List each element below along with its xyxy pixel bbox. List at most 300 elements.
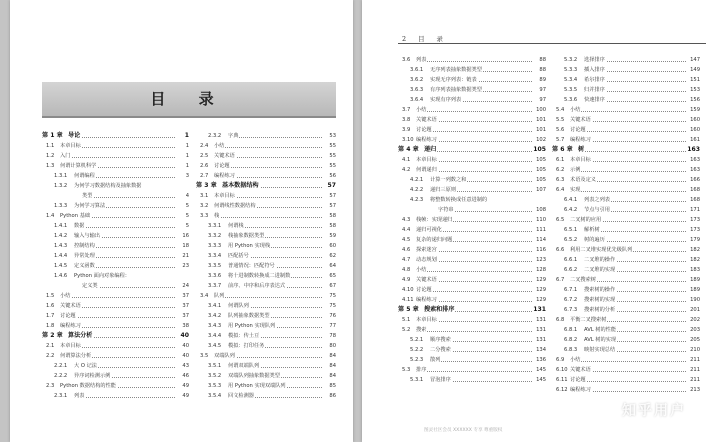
- toc-entry-number: 1.5: [46, 293, 55, 299]
- toc-entry-title: 二分搜索: [430, 347, 451, 353]
- toc-entry-number: 5.7: [556, 137, 565, 143]
- toc-entry-title: 选择排序: [584, 57, 605, 63]
- toc-entry-title: 用 Python 实现栈: [228, 243, 271, 249]
- toc-entry-number: 6.9: [556, 357, 565, 363]
- toc-page-number: 134: [533, 346, 546, 354]
- toc-entry-title: 列表之列表: [584, 197, 610, 203]
- toc-entry: [398, 56, 546, 64]
- toc-page-number: 116: [533, 246, 546, 254]
- left-page: [10, 0, 353, 442]
- toc-entry: [398, 376, 546, 384]
- toc-page-number: 101: [533, 116, 546, 124]
- toc-leader-dots: [218, 167, 322, 168]
- toc-page-number: 173: [687, 216, 700, 224]
- toc-page-number: 131: [533, 336, 546, 344]
- toc-page-number: 84: [323, 372, 336, 380]
- toc-page-number: 211: [687, 376, 700, 384]
- toc-page-number: 145: [533, 376, 546, 384]
- toc-page-number: 53: [323, 132, 336, 140]
- toc-entry: [42, 202, 189, 210]
- toc-page-number: 189: [687, 286, 700, 294]
- toc-page-number: 37: [176, 292, 189, 300]
- toc-entry: [552, 356, 700, 364]
- toc-entry: [398, 96, 546, 104]
- toc-entry-title: 编程练习: [60, 323, 81, 329]
- toc-leader-dots: [64, 297, 175, 298]
- toc-page-number: 205: [687, 336, 700, 344]
- toc-entry-title: 二叉堆的操作: [584, 257, 616, 263]
- toc-entry-title: 搜索: [416, 327, 427, 333]
- toc-entry-title: 本章目标: [416, 157, 437, 163]
- toc-entry-number: 3.10: [402, 137, 414, 143]
- toc-entry-number: 4.10: [402, 287, 414, 293]
- toc-entry-title: 编程练习: [416, 297, 437, 303]
- toc-page-number: 40: [176, 352, 189, 360]
- toc-page-number: 129: [533, 276, 546, 284]
- toc-entry: [398, 216, 546, 224]
- toc-entry: [552, 96, 700, 104]
- toc-page-number: 1: [176, 162, 189, 170]
- toc-page-number: 75: [323, 302, 336, 310]
- toc-entry: [552, 196, 700, 204]
- toc-entry-title: 定义类: [82, 283, 98, 289]
- toc-entry: [196, 282, 336, 290]
- toc-entry: [398, 66, 546, 74]
- toc-entry-number: 3.3.3: [208, 243, 222, 249]
- toc-entry-title: 利用二叉堆实现优先级队列: [570, 247, 633, 253]
- toc-entry-number: 2.4: [200, 143, 209, 149]
- toc-entry-title: 无序列表抽象数据类型: [430, 67, 482, 73]
- toc-entry-title: Python 基础: [60, 213, 91, 219]
- toc-entry-number: 3.5.2: [208, 373, 222, 379]
- toc-chapter-entry: [552, 146, 700, 154]
- toc-entry: [552, 216, 700, 224]
- toc-entry: [398, 136, 546, 144]
- toc-entry: [552, 346, 700, 354]
- toc-entry: [42, 302, 189, 310]
- toc-entry: [398, 326, 546, 334]
- toc-entry-number: 5.2: [402, 327, 411, 333]
- toc-entry-title: 二叉搜索树: [570, 277, 596, 283]
- toc-entry-number: 第 3 章: [196, 182, 217, 189]
- toc-page-number: 43: [176, 362, 189, 370]
- toc-entry-number: 5.6: [556, 127, 565, 133]
- toc-leader-dots: [582, 151, 686, 152]
- toc-entry-number: 4.9: [402, 277, 411, 283]
- toc-leader-dots: [86, 197, 175, 198]
- toc-entry: [42, 392, 189, 400]
- toc-page-number: 1: [176, 142, 189, 150]
- toc-banner: [42, 82, 336, 118]
- toc-entry-title: 为何学习数据结构及抽象数据: [74, 183, 142, 189]
- toc-entry-title: 平衡二叉搜索树: [570, 317, 607, 323]
- toc-entry: [398, 76, 546, 84]
- toc-entry-number: 5.3.1: [410, 377, 424, 383]
- toc-entry-number: 6.7.3: [564, 307, 578, 313]
- toc-chapter-entry: [196, 182, 336, 190]
- toc-page-number: 24: [176, 282, 189, 290]
- toc-leader-dots: [574, 131, 686, 132]
- toc-entry: [552, 276, 700, 284]
- toc-entry-number: 3.4.5: [208, 343, 222, 349]
- toc-page-number: 56: [323, 172, 336, 180]
- toc-page-number: 55: [323, 152, 336, 160]
- toc-entry-title: 大 O 记法: [74, 363, 97, 369]
- toc-entry-title: 模拟：打印任务: [228, 343, 265, 349]
- toc-entry: [196, 272, 336, 280]
- toc-entry: [196, 192, 336, 200]
- toc-entry-title: 字符串: [438, 207, 454, 213]
- toc-entry: [552, 86, 700, 94]
- toc-page-number: 1: [176, 152, 189, 160]
- toc-leader-dots: [434, 361, 532, 362]
- toc-entry-number: 4.4: [402, 227, 411, 233]
- toc-entry-title: 何谓编程: [74, 173, 95, 179]
- toc-entry: [42, 352, 189, 360]
- toc-entry: [42, 382, 189, 390]
- toc-entry: [552, 166, 700, 174]
- toc-entry-title: 编程练习: [570, 387, 591, 393]
- toc-entry-title: 模拟：传土豆: [228, 333, 260, 339]
- toc-entry-title: 冒泡排序: [430, 377, 451, 383]
- toc-page-number: 37: [176, 302, 189, 310]
- toc-entry-title: 本章目标: [60, 343, 81, 349]
- toc-entry: [552, 66, 700, 74]
- toc-leader-dots: [78, 397, 175, 398]
- toc-entry: [552, 366, 700, 374]
- toc-entry: [552, 226, 700, 234]
- toc-entry: [42, 182, 189, 190]
- toc-entry-number: 3.6: [402, 57, 411, 63]
- toc-entry: [42, 322, 189, 330]
- toc-entry: [196, 212, 336, 220]
- toc-entry-number: 1.4.5: [54, 263, 68, 269]
- toc-leader-dots: [420, 61, 532, 62]
- toc-entry: [552, 296, 700, 304]
- toc-leader-dots: [442, 211, 532, 212]
- toc-entry: [196, 342, 336, 350]
- toc-entry: [552, 76, 700, 84]
- toc-page-number: 55: [323, 142, 336, 150]
- toc-entry-number: 第 1 章: [42, 132, 63, 139]
- toc-page-number: 105: [533, 176, 546, 184]
- toc-entry: [552, 386, 700, 394]
- toc-page-number: 161: [687, 136, 700, 144]
- toc-entry-number: 1.3: [46, 163, 55, 169]
- toc-entry-title: 何谓算法分析: [60, 353, 92, 359]
- toc-page-number: 16: [176, 232, 189, 240]
- toc-entry-number: 5.2.2: [410, 347, 424, 353]
- toc-entry: [196, 362, 336, 370]
- toc-entry-number: 3.2: [200, 203, 209, 209]
- toc-page-number: 55: [323, 162, 336, 170]
- toc-entry-number: 6.5: [556, 217, 565, 223]
- toc-entry-title: 何谓队列: [228, 303, 249, 309]
- toc-entry-number: 1.1: [46, 143, 55, 149]
- toc-entry-title: 小结: [416, 267, 427, 273]
- toc-entry-title: 有序列表抽象数据类型: [430, 87, 482, 93]
- toc-entry-number: 第 6 章: [552, 146, 573, 153]
- toc-page-number: 60: [323, 242, 336, 250]
- toc-page-number: 183: [687, 266, 700, 274]
- toc-entry-title: 关键术语: [416, 277, 437, 283]
- toc-entry-title: 将十进制数转换成二进制数: [228, 273, 291, 279]
- toc-page-number: 5: [176, 222, 189, 230]
- toc-entry: [552, 176, 700, 184]
- toc-entry-title: 讨论题: [60, 313, 76, 319]
- toc-page-number: 153: [687, 86, 700, 94]
- toc-entry-title: 散列: [430, 357, 441, 363]
- toc-entry-title: 术语及定义: [570, 177, 596, 183]
- toc-entry-number: 3.4.4: [208, 333, 222, 339]
- toc-page-number: 23: [176, 262, 189, 270]
- toc-page-number: 76: [323, 312, 336, 320]
- toc-leader-dots: [574, 171, 686, 172]
- toc-entry-number: 3.4.3: [208, 323, 222, 329]
- toc-entry-number: 5.5: [556, 117, 565, 123]
- toc-page-number: 190: [687, 296, 700, 304]
- toc-entry-number: 1.3.3: [54, 203, 68, 209]
- toc-entry-title: 讨论题: [416, 127, 432, 133]
- toc-entry-title: 何谓线性数据结构: [214, 203, 256, 209]
- toc-entry-number: 2.2: [46, 353, 55, 359]
- toc-entry: [42, 372, 189, 380]
- toc-page-number: 40: [176, 342, 189, 350]
- toc-entry-number: 3.3.4: [208, 253, 222, 259]
- toc-entry-number: 2.5: [200, 153, 209, 159]
- toc-page-number: 105: [533, 146, 546, 153]
- toc-entry: [196, 332, 336, 340]
- toc-entry: [42, 222, 189, 230]
- toc-entry-number: 6.4.1: [564, 197, 578, 203]
- toc-page-number: 80: [323, 342, 336, 350]
- toc-entry-number: 6.8.1: [564, 327, 578, 333]
- toc-entry-number: 3.6.3: [410, 87, 424, 93]
- toc-entry-title: 匹配括号: [228, 253, 249, 259]
- toc-page-number: 166: [687, 176, 700, 184]
- toc-page-number: 210: [687, 346, 700, 354]
- toc-title: 目 录: [150, 90, 228, 108]
- toc-entry-number: 4.8: [402, 267, 411, 273]
- toc-page-number: 147: [687, 56, 700, 64]
- toc-page-number: 3: [176, 172, 189, 180]
- toc-entry: [398, 186, 546, 194]
- toc-entry-number: 3.3.2: [208, 233, 222, 239]
- toc-leader-dots: [574, 191, 686, 192]
- toc-entry-number: 6.10: [556, 367, 568, 373]
- toc-entry-number: 5.3: [402, 367, 411, 373]
- toc-page-number: 211: [687, 356, 700, 364]
- toc-entry-number: 5.3.3: [564, 67, 578, 73]
- toc-entry-title: 栈: [214, 213, 220, 219]
- toc-entry-number: 5.4: [556, 107, 565, 113]
- toc-entry-number: 5.2.3: [410, 357, 424, 363]
- toc-entry: [552, 206, 700, 214]
- toc-entry-number: 1.4.6: [54, 273, 68, 279]
- toc-page-number: 100: [533, 106, 546, 114]
- toc-page-number: 75: [323, 292, 336, 300]
- toc-entry-number: 3.7: [402, 107, 411, 113]
- toc-entry: [398, 106, 546, 114]
- toc-page-number: 151: [687, 76, 700, 84]
- toc-page-number: 58: [323, 222, 336, 230]
- toc-entry-number: 6.7.1: [564, 287, 578, 293]
- toc-entry-title: Python 数据结构的性能: [60, 383, 116, 389]
- toc-entry-title: 实现有序列表: [430, 97, 462, 103]
- toc-page-number: 131: [533, 326, 546, 334]
- toc-entry-title: 搜索树的实现: [584, 297, 616, 303]
- toc-entry-number: 2.1: [46, 343, 55, 349]
- toc-entry: [552, 326, 700, 334]
- toc-entry-title: 插入排序: [584, 67, 605, 73]
- toc-entry: [398, 256, 546, 264]
- toc-page-number: 4: [176, 192, 189, 200]
- toc-entry-title: 本章目标: [214, 193, 235, 199]
- toc-entry-number: 6.5.1: [564, 227, 578, 233]
- toc-page-number: 77: [323, 322, 336, 330]
- toc-entry-number: 2.2.1: [54, 363, 68, 369]
- toc-leader-dots: [574, 381, 686, 382]
- toc-page-number: 46: [176, 372, 189, 380]
- toc-page-number: 49: [176, 382, 189, 390]
- toc-entry-title: 入门: [60, 153, 71, 159]
- toc-entry-title: 复杂的递归问题: [416, 237, 453, 243]
- toc-entry: [196, 352, 336, 360]
- toc-leader-dots: [420, 371, 532, 372]
- toc-page-number: 123: [533, 256, 546, 264]
- toc-entry-title: 用 Python 实现队列: [228, 323, 276, 329]
- toc-entry: [196, 222, 336, 230]
- toc-entry-number: 6.6.1: [564, 257, 578, 263]
- toc-entry: [398, 176, 546, 184]
- toc-entry-number: 1.6: [46, 303, 55, 309]
- toc-entry-number: 4.5: [402, 237, 411, 243]
- toc-page-number: 163: [687, 156, 700, 164]
- toc-entry-title: 将整数转换成任意进制的: [430, 197, 488, 203]
- toc-page-number: 131: [533, 306, 546, 313]
- toc-page-number: 105: [533, 166, 546, 174]
- toc-entry-number: 5.3.6: [564, 97, 578, 103]
- toc-entry-number: 3.6.2: [410, 77, 424, 83]
- toc-page-number: 159: [687, 106, 700, 114]
- toc-leader-dots: [64, 157, 175, 158]
- toc-entry-number: 6.8.2: [564, 337, 578, 343]
- toc-leader-dots: [86, 287, 175, 288]
- toc-entry-title: 归并排序: [584, 87, 605, 93]
- toc-entry-number: 1.4.4: [54, 253, 68, 259]
- toc-page-number: 136: [533, 356, 546, 364]
- toc-entry-number: 4.2: [402, 167, 411, 173]
- toc-entry: [42, 282, 189, 290]
- toc-entry-number: 6.12: [556, 387, 568, 393]
- toc-page-number: 1: [176, 132, 189, 140]
- toc-entry-number: 4.2.3: [410, 197, 424, 203]
- toc-entry-title: 顺序搜索: [430, 337, 451, 343]
- toc-entry-number: 6.4.2: [564, 207, 578, 213]
- toc-page-number: 108: [533, 206, 546, 214]
- toc-entry: [398, 356, 546, 364]
- toc-entry-number: 6.7.2: [564, 297, 578, 303]
- toc-entry-title: 双端队列抽象数据类型: [228, 373, 280, 379]
- toc-entry-number: 3.5: [200, 353, 209, 359]
- toc-entry: [552, 136, 700, 144]
- toc-entry: [398, 196, 546, 204]
- toc-entry-number: 3.5.4: [208, 393, 222, 399]
- toc-page-number: 202: [687, 316, 700, 324]
- toc-entry: [398, 346, 546, 354]
- toc-page-number: 105: [533, 156, 546, 164]
- toc-entry-number: 1.4.3: [54, 243, 68, 249]
- toc-entry-title: 关键术语: [570, 117, 591, 123]
- toc-entry: [552, 336, 700, 344]
- toc-entry-title: 讨论题: [570, 377, 586, 383]
- toc-entry-title: 为何学习算法: [74, 203, 106, 209]
- toc-entry-title: 栈帧：实现递归: [416, 217, 453, 223]
- toc-page-number: 88: [533, 56, 546, 64]
- toc-page-number: 88: [533, 66, 546, 74]
- toc-leader-dots: [420, 291, 532, 292]
- toc-page-number: 58: [323, 212, 336, 220]
- toc-entry: [398, 366, 546, 374]
- toc-entry-title: 算法分析: [68, 332, 93, 339]
- toc-entry: [196, 172, 336, 180]
- toc-entry-title: 动态规划: [416, 257, 437, 263]
- toc-entry-number: 6.1: [556, 157, 565, 163]
- toc-entry: [552, 376, 700, 384]
- toc-entry-number: 2.7: [200, 173, 209, 179]
- toc-entry: [552, 236, 700, 244]
- toc-entry-number: 3.3: [200, 213, 209, 219]
- toc-page-number: 160: [687, 126, 700, 134]
- toc-entry-title: 小结: [570, 107, 581, 113]
- toc-entry: [196, 252, 336, 260]
- toc-entry-number: 第 2 章: [42, 332, 63, 339]
- toc-entry: [552, 246, 700, 254]
- toc-entry-title: 小结: [214, 143, 225, 149]
- toc-entry: [196, 262, 336, 270]
- toc-entry: [42, 272, 189, 280]
- toc-page-number: 129: [533, 286, 546, 294]
- toc-page-number: 84: [323, 352, 336, 360]
- toc-entry: [398, 126, 546, 134]
- toc-page-number: 168: [687, 196, 700, 204]
- toc-entry: [552, 186, 700, 194]
- toc-entry-title: 节点与引用: [584, 207, 610, 213]
- toc-entry-number: 5.3.5: [564, 87, 578, 93]
- toc-page-number: 145: [533, 366, 546, 374]
- toc-entry-number: 6.11: [556, 377, 568, 383]
- toc-entry-number: 3.3.1: [208, 223, 222, 229]
- toc-page-number: 62: [323, 252, 336, 260]
- toc-entry-title: 树的遍历: [584, 237, 605, 243]
- toc-entry-title: 实现无序列表：链表: [430, 77, 477, 83]
- toc-entry-title: 递归三原则: [430, 187, 456, 193]
- toc-entry-title: 排序: [416, 367, 427, 373]
- toc-entry: [196, 292, 336, 300]
- toc-page-number: 111: [533, 226, 546, 234]
- toc-entry-number: 1.4.1: [54, 223, 68, 229]
- toc-entry-number: 3.3.6: [208, 273, 222, 279]
- toc-entry: [42, 152, 189, 160]
- toc-entry: [42, 342, 189, 350]
- toc-leader-dots: [420, 131, 532, 132]
- toc-entry-number: 5.1: [402, 317, 411, 323]
- running-head: 2 目 录: [402, 35, 448, 43]
- toc-entry-number: 1.4: [46, 213, 55, 219]
- toc-entry-number: 1.7: [46, 313, 55, 319]
- toc-entry-title: 递归可视化: [416, 227, 442, 233]
- toc-page-number: 211: [687, 366, 700, 374]
